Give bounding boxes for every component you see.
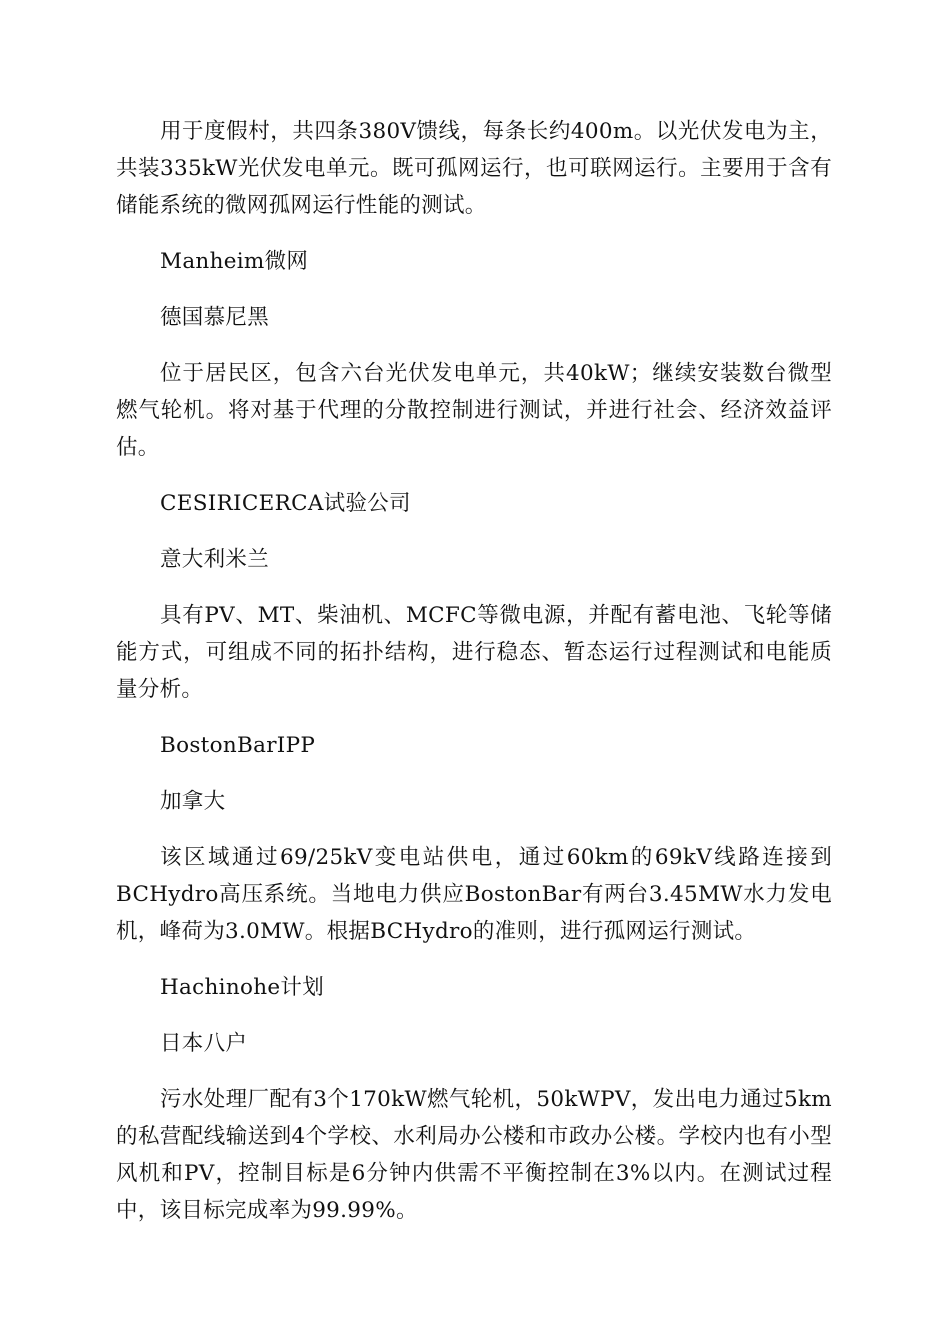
paragraph-hachinohe-desc: 污水处理厂配有3个170kW燃气轮机，50kWPV，发出电力通过5km的私营配线输送到4个学校、水利局办公楼和市政办公楼。学校内也有小型风机和PV，控制目标是6分钟内供需不平衡控制在3%以内。在测试过程中，该目标完成率为99.99%。	[116, 1087, 832, 1223]
paragraph-intro-resort: 用于度假村，共四条380V馈线，每条长约400m。以光伏发电为主，共装335kW光伏发电单元。既可孤网运行，也可联网运行。主要用于含有储能系统的微网孤网运行性能的测试。	[116, 119, 832, 218]
paragraph-manheim-desc: 位于居民区，包含六台光伏发电单元，共40kW；继续安装数台微型燃气轮机。将对基于代理的分散控制进行测试，并进行社会、经济效益评估。	[116, 361, 832, 460]
location-japan: 日本八户	[160, 1031, 248, 1056]
location-italy: 意大利米兰	[160, 547, 270, 572]
heading-manheim: Manheim微网	[160, 249, 309, 274]
location-germany: 德国慕尼黑	[160, 305, 270, 330]
location-canada: 加拿大	[160, 789, 226, 814]
paragraph-bostonbar-desc: 该区域通过69/25kV变电站供电，通过60km的69kV线路连接到BCHydro高压系统。当地电力供应BostonBar有两台3.45MW水力发电机，峰荷为3.0MW。根据BCHydro的准则，进行孤网运行测试。	[116, 845, 832, 944]
heading-hachinohe: Hachinohe计划	[160, 975, 324, 1000]
heading-cesiricerca: CESIRICERCA试验公司	[160, 491, 411, 516]
heading-bostonbar: BostonBarIPP	[160, 733, 316, 758]
document-body	[116, 113, 832, 1229]
paragraph-cesiricerca-desc: 具有PV、MT、柴油机、MCFC等微电源，并配有蓄电池、飞轮等储能方式，可组成不同的拓扑结构，进行稳态、暂态运行过程测试和电能质量分析。	[116, 603, 832, 702]
